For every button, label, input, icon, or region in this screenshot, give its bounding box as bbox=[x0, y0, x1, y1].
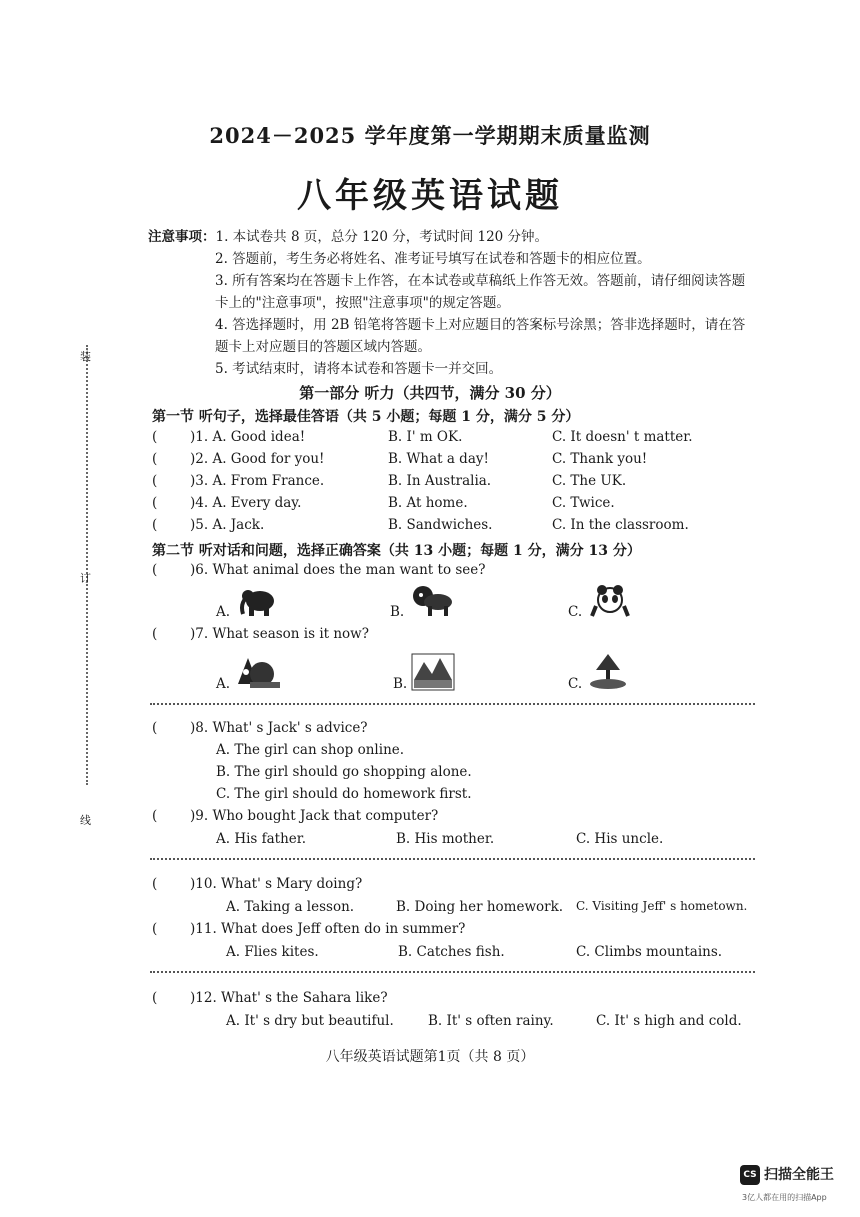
question-text: )12. What' s the Sahara like? bbox=[190, 990, 388, 1006]
question-text: )7. What season is it now? bbox=[190, 626, 369, 642]
option-a: A. bbox=[216, 604, 231, 620]
option-a: A. Taking a lesson. bbox=[226, 899, 355, 915]
option-c: C. bbox=[568, 604, 583, 620]
question-row: ( )9. Who bought Jack that computer? bbox=[152, 808, 439, 824]
options-row bbox=[0, 944, 860, 964]
question-row: ( )7. What season is it now? bbox=[152, 626, 369, 642]
option-c: C. The girl should do homework first. bbox=[216, 786, 472, 802]
binding-char: 装 bbox=[80, 350, 91, 363]
question-row: ( )10. What' s Mary doing? bbox=[152, 876, 363, 892]
option-a: )3. A. From France. bbox=[190, 473, 325, 489]
option-c: C. Visiting Jeff' s hometown. bbox=[576, 899, 748, 913]
note-item: 3. 所有答案均在答题卡上作答，在本试卷或草稿纸上作答无效。答题前，请仔细阅读答题卡上的"注意事项"，按照"注意事项"的规定答题。 bbox=[215, 273, 746, 311]
question-row: ( )12. What' s the Sahara like? bbox=[152, 990, 388, 1006]
question-row: ( )3. A. From France. B. In Australia. C. The UK. bbox=[152, 473, 627, 489]
options-row bbox=[0, 831, 860, 851]
option-b: B. What a day! bbox=[388, 451, 489, 467]
option-c: C. His uncle. bbox=[576, 831, 664, 847]
question-text: )9. Who bought Jack that computer? bbox=[190, 808, 439, 824]
option-b: B. His mother. bbox=[396, 831, 495, 847]
question-text: )8. What' s Jack' s advice? bbox=[190, 720, 368, 736]
question-row: ( )4. A. Every day. B. At home. C. Twice. bbox=[152, 495, 615, 511]
scanner-logo-icon: CS bbox=[740, 1165, 760, 1185]
section-title: 第一节 听句子，选择最佳答语（共 5 小题；每题 1 分，满分 5 分） bbox=[152, 409, 580, 425]
option-c: C. Thank you! bbox=[552, 451, 648, 467]
lion-icon bbox=[410, 584, 454, 618]
section-title: 第二节 听对话和问题，选择正确答案（共 13 小题；每题 1 分，满分 13 分） bbox=[152, 543, 641, 559]
panda-icon bbox=[590, 584, 630, 618]
option-a: )2. A. Good for you! bbox=[190, 451, 325, 467]
option-b: B. Sandwiches. bbox=[388, 517, 493, 533]
exam-title: 2024－2025 学年度第一学期期末质量监测 bbox=[209, 123, 651, 148]
option-b: B. Doing her homework. bbox=[396, 899, 564, 915]
option-a: )5. A. Jack. bbox=[190, 517, 265, 533]
option-b: B. bbox=[390, 604, 405, 620]
option-a: A. It' s dry but beautiful. bbox=[226, 1013, 394, 1029]
option-c: C. It' s high and cold. bbox=[596, 1013, 742, 1029]
option-b: B. In Australia. bbox=[388, 473, 492, 489]
part-title: 第一部分 听力（共四节，满分 30 分） bbox=[299, 384, 561, 402]
note-item: 5. 考试结束时，请将本试卷和答题卡一并交回。 bbox=[215, 361, 503, 377]
divider bbox=[150, 858, 755, 860]
question-text: )6. What animal does the man want to see? bbox=[190, 562, 486, 578]
option-a: A. Flies kites. bbox=[226, 944, 319, 960]
option-b: B. It' s often rainy. bbox=[428, 1013, 554, 1029]
question-row: ( )6. What animal does the man want to see? bbox=[152, 562, 486, 578]
question-row: ( )2. A. Good for you! B. What a day! C. Thank you! bbox=[152, 451, 648, 467]
question-text: )10. What' s Mary doing? bbox=[190, 876, 363, 892]
binding-char: 线 bbox=[80, 814, 91, 827]
note-item: 2. 答题前，考生务必将姓名、准考证号填写在试卷和答题卡的相应位置。 bbox=[215, 251, 651, 267]
page-footer: 八年级英语试题第1页（共 8 页） bbox=[325, 1049, 535, 1065]
option-c: C. It doesn' t matter. bbox=[552, 429, 693, 445]
options-row bbox=[0, 1013, 860, 1033]
option-c: C. Twice. bbox=[552, 495, 615, 511]
exam-subject-title: 八年级英语试题 bbox=[297, 176, 563, 216]
option-a: )4. A. Every day. bbox=[190, 495, 302, 511]
option-b: B. Catches fish. bbox=[398, 944, 505, 960]
option-c: C. bbox=[568, 676, 583, 692]
option-c: C. The UK. bbox=[552, 473, 627, 489]
option-a: A. His father. bbox=[216, 831, 307, 847]
option-a: A. bbox=[216, 676, 231, 692]
note-item: 4. 答选择题时，用 2B 铅笔将答题卡上对应题目的答案标号涂黑；答非选择题时，请在答题卡上对应题目的答题区域内答题。 bbox=[215, 317, 746, 355]
scanner-tagline: 3亿人都在用的扫描App bbox=[742, 1193, 827, 1202]
notes-block bbox=[148, 226, 758, 380]
scanner-app-name: 扫描全能王 bbox=[764, 1167, 834, 1183]
option-c: C. In the classroom. bbox=[552, 517, 689, 533]
option-a: A. The girl can shop online. bbox=[216, 742, 405, 758]
option-c: C. Climbs mountains. bbox=[576, 944, 723, 960]
notes-label: 注意事项： bbox=[148, 229, 216, 245]
option-b: B. bbox=[393, 676, 408, 692]
divider bbox=[150, 703, 755, 705]
elephant-icon bbox=[238, 586, 280, 618]
tree-landscape-icon bbox=[586, 650, 630, 692]
question-row: ( )8. What' s Jack' s advice? bbox=[152, 720, 368, 736]
snowman-icon bbox=[232, 652, 282, 692]
question-text: )11. What does Jeff often do in summer? bbox=[190, 921, 466, 937]
question-row: ( )1. A. Good idea! B. I' m OK. C. It doesn' t matter. bbox=[152, 429, 693, 445]
question-row: ( )5. A. Jack. B. Sandwiches. C. In the classroom. bbox=[152, 517, 689, 533]
options-row bbox=[0, 899, 860, 919]
winter-scene-icon bbox=[410, 650, 456, 692]
note-item: 1. 本试卷共 8 页，总分 120 分，考试时间 120 分钟。 bbox=[215, 229, 549, 245]
option-b: B. I' m OK. bbox=[388, 429, 463, 445]
option-b: B. At home. bbox=[388, 495, 468, 511]
divider bbox=[150, 971, 755, 973]
binding-char: 订 bbox=[80, 572, 91, 585]
question-row: ( )11. What does Jeff often do in summer? bbox=[152, 921, 466, 937]
option-b: B. The girl should go shopping alone. bbox=[216, 764, 472, 780]
option-a: )1. A. Good idea! bbox=[190, 429, 306, 445]
